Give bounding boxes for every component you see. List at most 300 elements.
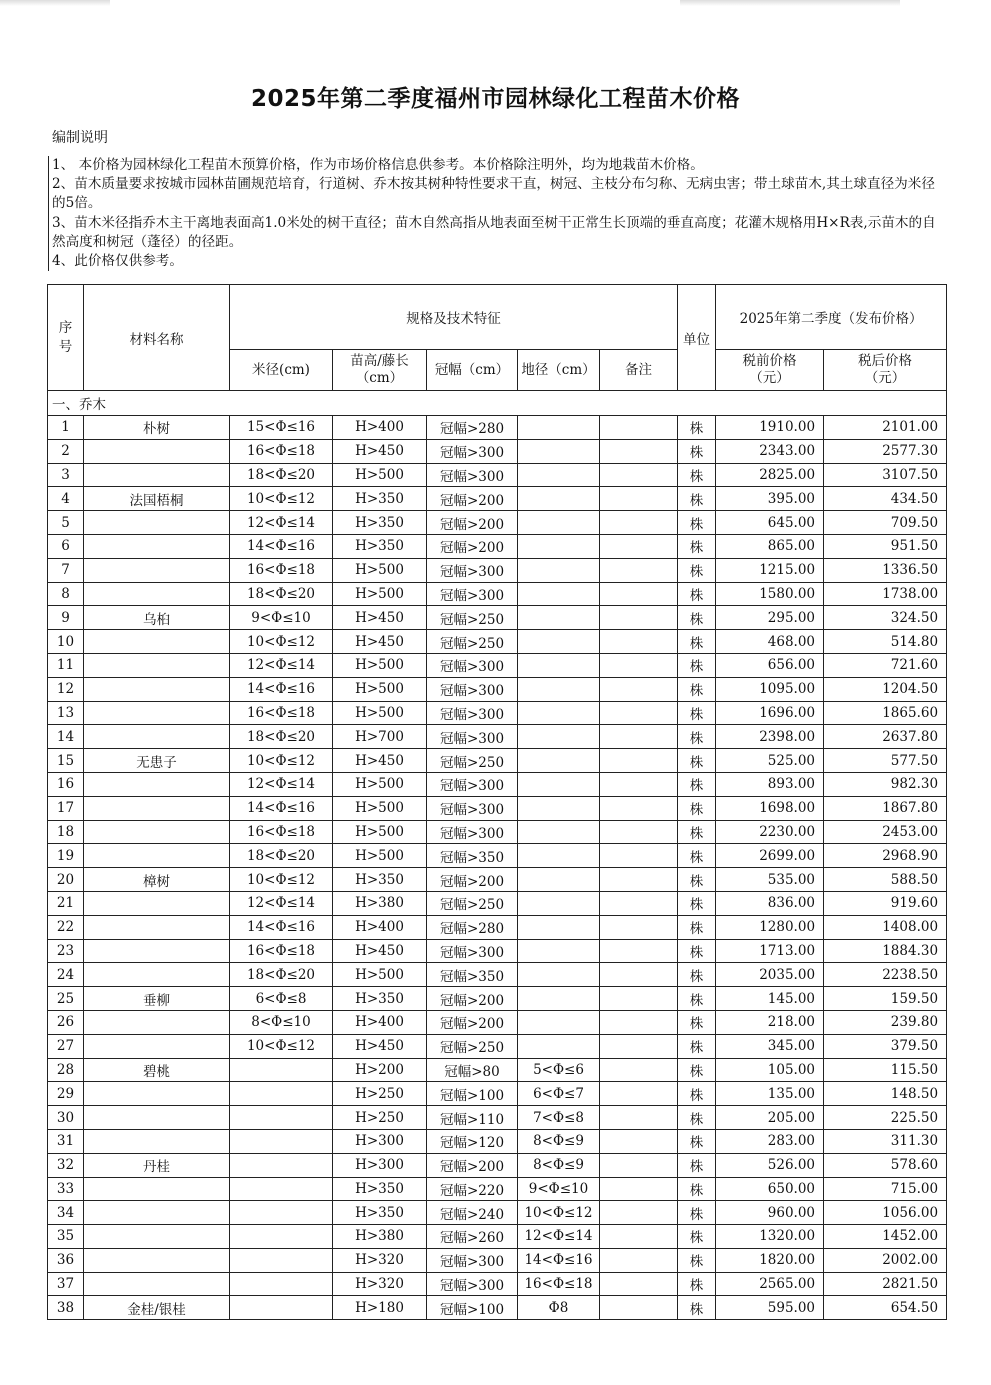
- cell-diameter: 16<Φ≤18: [230, 939, 333, 963]
- cell-ground: 10<Φ≤12: [518, 1201, 600, 1225]
- cell-ground: [518, 487, 600, 511]
- cell-unit: 株: [678, 534, 716, 558]
- cell-name: [84, 677, 230, 701]
- table-row: [48, 1106, 947, 1130]
- cell-pretax: 525.00: [716, 749, 824, 773]
- cell-crown: 冠幅>300: [427, 653, 518, 677]
- cell-height: H>350: [333, 987, 427, 1011]
- cell-posttax: 721.60: [824, 653, 947, 677]
- table-row: [48, 725, 947, 749]
- cell-unit: 株: [678, 511, 716, 535]
- table-row: [48, 1082, 947, 1106]
- cell-unit: 株: [678, 1272, 716, 1296]
- header-ground: 地径（cm）: [518, 350, 600, 391]
- header-name: 材料名称: [84, 285, 230, 391]
- cell-seq: 22: [48, 915, 84, 939]
- table-row: [48, 701, 947, 725]
- cell-height: H>450: [333, 749, 427, 773]
- cell-pretax: 468.00: [716, 630, 824, 654]
- cell-ground: [518, 416, 600, 440]
- cell-ground: 7<Φ≤8: [518, 1106, 600, 1130]
- cell-seq: 38: [48, 1296, 84, 1320]
- cell-unit: 株: [678, 677, 716, 701]
- cell-seq: 6: [48, 534, 84, 558]
- cell-posttax: 982.30: [824, 772, 947, 796]
- cell-name: [84, 439, 230, 463]
- cell-ground: [518, 606, 600, 630]
- cell-seq: 35: [48, 1225, 84, 1249]
- cell-name: 碧桃: [84, 1058, 230, 1082]
- cell-posttax: 311.30: [824, 1129, 947, 1153]
- cell-unit: 株: [678, 1082, 716, 1106]
- cell-crown: 冠幅>300: [427, 1248, 518, 1272]
- cell-posttax: 2002.00: [824, 1248, 947, 1272]
- header-remark: 备注: [600, 350, 678, 391]
- cell-posttax: 2101.00: [824, 416, 947, 440]
- table-row: [48, 844, 947, 868]
- cell-unit: 株: [678, 558, 716, 582]
- cell-crown: 冠幅>280: [427, 915, 518, 939]
- cell-diameter: 6<Φ≤8: [230, 987, 333, 1011]
- cell-remark: [600, 891, 678, 915]
- header-posttax: 税后价格（元）: [824, 350, 947, 391]
- cell-seq: 12: [48, 677, 84, 701]
- cell-height: H>380: [333, 1225, 427, 1249]
- cell-crown: 冠幅>300: [427, 725, 518, 749]
- cell-pretax: 650.00: [716, 1177, 824, 1201]
- cell-crown: 冠幅>260: [427, 1225, 518, 1249]
- cell-posttax: 1884.30: [824, 939, 947, 963]
- cell-diameter: 18<Φ≤20: [230, 463, 333, 487]
- cell-unit: 株: [678, 844, 716, 868]
- cell-name: [84, 820, 230, 844]
- cell-name: 金桂/银桂: [84, 1296, 230, 1320]
- cell-height: H>350: [333, 868, 427, 892]
- cell-diameter: 10<Φ≤12: [230, 868, 333, 892]
- cell-crown: 冠幅>300: [427, 939, 518, 963]
- cell-height: H>200: [333, 1058, 427, 1082]
- cell-crown: 冠幅>220: [427, 1177, 518, 1201]
- cell-seq: 13: [48, 701, 84, 725]
- cell-posttax: 2453.00: [824, 820, 947, 844]
- cell-ground: [518, 677, 600, 701]
- cell-pretax: 1910.00: [716, 416, 824, 440]
- cell-ground: [518, 915, 600, 939]
- cell-remark: [600, 439, 678, 463]
- cell-posttax: 2968.90: [824, 844, 947, 868]
- cell-seq: 25: [48, 987, 84, 1011]
- section-label: 一、乔木: [48, 391, 230, 416]
- cell-name: [84, 1082, 230, 1106]
- cell-crown: 冠幅>200: [427, 511, 518, 535]
- cell-remark: [600, 653, 678, 677]
- cell-ground: 8<Φ≤9: [518, 1129, 600, 1153]
- cell-crown: 冠幅>100: [427, 1296, 518, 1320]
- cell-ground: 9<Φ≤10: [518, 1177, 600, 1201]
- cell-name: [84, 1272, 230, 1296]
- notes-block: [48, 156, 944, 271]
- cell-ground: [518, 939, 600, 963]
- cell-posttax: 239.80: [824, 1010, 947, 1034]
- cell-crown: 冠幅>300: [427, 558, 518, 582]
- cell-name: 法国梧桐: [84, 487, 230, 511]
- cell-diameter: 18<Φ≤20: [230, 725, 333, 749]
- cell-diameter: 18<Φ≤20: [230, 844, 333, 868]
- cell-seq: 11: [48, 653, 84, 677]
- cell-crown: 冠幅>200: [427, 534, 518, 558]
- cell-diameter: 12<Φ≤14: [230, 511, 333, 535]
- cell-diameter: 12<Φ≤14: [230, 891, 333, 915]
- table-row: [48, 772, 947, 796]
- cell-seq: 2: [48, 439, 84, 463]
- cell-remark: [600, 487, 678, 511]
- cell-remark: [600, 1106, 678, 1130]
- cell-pretax: 1320.00: [716, 1225, 824, 1249]
- cell-crown: 冠幅>80: [427, 1058, 518, 1082]
- header-unit: 单位: [678, 285, 716, 391]
- cell-remark: [600, 511, 678, 535]
- cell-diameter: [230, 1129, 333, 1153]
- cell-remark: [600, 1177, 678, 1201]
- cell-pretax: 1215.00: [716, 558, 824, 582]
- cell-unit: 株: [678, 439, 716, 463]
- cell-diameter: [230, 1225, 333, 1249]
- cell-ground: 6<Φ≤7: [518, 1082, 600, 1106]
- cell-ground: [518, 725, 600, 749]
- cell-seq: 17: [48, 796, 84, 820]
- cell-ground: 16<Φ≤18: [518, 1272, 600, 1296]
- cell-ground: [518, 630, 600, 654]
- cell-posttax: 434.50: [824, 487, 947, 511]
- cell-posttax: 324.50: [824, 606, 947, 630]
- header-diameter: 米径(cm): [230, 350, 333, 391]
- scan-shadow: [0, 0, 110, 6]
- cell-height: H>400: [333, 416, 427, 440]
- table-row: [48, 820, 947, 844]
- section-spacer: [230, 391, 947, 416]
- cell-pretax: 865.00: [716, 534, 824, 558]
- cell-diameter: 10<Φ≤12: [230, 1034, 333, 1058]
- cell-pretax: 145.00: [716, 987, 824, 1011]
- table-row: [48, 463, 947, 487]
- cell-height: H>180: [333, 1296, 427, 1320]
- table-row: [48, 749, 947, 773]
- cell-seq: 33: [48, 1177, 84, 1201]
- cell-seq: 8: [48, 582, 84, 606]
- cell-posttax: 588.50: [824, 868, 947, 892]
- cell-seq: 7: [48, 558, 84, 582]
- cell-name: [84, 1010, 230, 1034]
- cell-name: [84, 1034, 230, 1058]
- cell-unit: 株: [678, 653, 716, 677]
- cell-remark: [600, 915, 678, 939]
- cell-posttax: 577.50: [824, 749, 947, 773]
- cell-name: [84, 796, 230, 820]
- cell-name: [84, 725, 230, 749]
- cell-pretax: 2565.00: [716, 1272, 824, 1296]
- cell-unit: 株: [678, 1058, 716, 1082]
- header-height: 苗高/藤长（cm）: [333, 350, 427, 391]
- cell-ground: [518, 558, 600, 582]
- price-table: [47, 284, 947, 1320]
- cell-height: H>500: [333, 558, 427, 582]
- cell-unit: 株: [678, 963, 716, 987]
- cell-posttax: 379.50: [824, 1034, 947, 1058]
- scan-shadow: [680, 0, 900, 6]
- cell-remark: [600, 1034, 678, 1058]
- table-row: [48, 677, 947, 701]
- cell-height: H>350: [333, 534, 427, 558]
- cell-seq: 16: [48, 772, 84, 796]
- table-row: [48, 606, 947, 630]
- cell-unit: 株: [678, 1201, 716, 1225]
- cell-unit: 株: [678, 891, 716, 915]
- cell-ground: 14<Φ≤16: [518, 1248, 600, 1272]
- cell-unit: 株: [678, 1034, 716, 1058]
- cell-height: H>320: [333, 1272, 427, 1296]
- cell-remark: [600, 1225, 678, 1249]
- cell-remark: [600, 416, 678, 440]
- table-row: [48, 939, 947, 963]
- cell-diameter: [230, 1058, 333, 1082]
- cell-name: 无患子: [84, 749, 230, 773]
- cell-ground: [518, 796, 600, 820]
- cell-seq: 5: [48, 511, 84, 535]
- cell-posttax: 1452.00: [824, 1225, 947, 1249]
- cell-seq: 28: [48, 1058, 84, 1082]
- cell-height: H>500: [333, 772, 427, 796]
- cell-diameter: 16<Φ≤18: [230, 558, 333, 582]
- cell-name: 垂柳: [84, 987, 230, 1011]
- cell-pretax: 2825.00: [716, 463, 824, 487]
- cell-height: H>700: [333, 725, 427, 749]
- table-row: [48, 1225, 947, 1249]
- cell-posttax: 514.80: [824, 630, 947, 654]
- header-spec: 规格及技术特征: [230, 285, 678, 350]
- cell-diameter: [230, 1201, 333, 1225]
- cell-height: H>320: [333, 1248, 427, 1272]
- cell-diameter: 14<Φ≤16: [230, 677, 333, 701]
- note-item: 2、苗木质量要求按城市园林苗圃规范培育，行道树、乔木按其树种特性要求干直，树冠、主枝分布匀称、无病虫害；带土球苗木,其土球直径为米径的5倍。: [52, 176, 935, 212]
- cell-unit: 株: [678, 1129, 716, 1153]
- cell-posttax: 2238.50: [824, 963, 947, 987]
- cell-posttax: 1204.50: [824, 677, 947, 701]
- cell-pretax: 135.00: [716, 1082, 824, 1106]
- cell-diameter: [230, 1106, 333, 1130]
- cell-posttax: 1738.00: [824, 582, 947, 606]
- cell-posttax: 1865.60: [824, 701, 947, 725]
- cell-diameter: 15<Φ≤16: [230, 416, 333, 440]
- cell-diameter: 10<Φ≤12: [230, 487, 333, 511]
- cell-crown: 冠幅>300: [427, 463, 518, 487]
- cell-seq: 4: [48, 487, 84, 511]
- cell-pretax: 105.00: [716, 1058, 824, 1082]
- cell-diameter: 8<Φ≤10: [230, 1010, 333, 1034]
- cell-crown: 冠幅>200: [427, 487, 518, 511]
- cell-diameter: 12<Φ≤14: [230, 772, 333, 796]
- cell-height: H>500: [333, 701, 427, 725]
- cell-seq: 36: [48, 1248, 84, 1272]
- cell-diameter: 10<Φ≤12: [230, 630, 333, 654]
- cell-ground: [518, 653, 600, 677]
- cell-seq: 1: [48, 416, 84, 440]
- cell-seq: 37: [48, 1272, 84, 1296]
- cell-seq: 27: [48, 1034, 84, 1058]
- cell-crown: 冠幅>200: [427, 1153, 518, 1177]
- cell-crown: 冠幅>300: [427, 677, 518, 701]
- cell-pretax: 960.00: [716, 1201, 824, 1225]
- cell-name: [84, 1225, 230, 1249]
- cell-height: H>350: [333, 1177, 427, 1201]
- cell-diameter: 18<Φ≤20: [230, 963, 333, 987]
- cell-crown: 冠幅>350: [427, 844, 518, 868]
- cell-posttax: 715.00: [824, 1177, 947, 1201]
- cell-ground: [518, 463, 600, 487]
- cell-unit: 株: [678, 606, 716, 630]
- cell-pretax: 2230.00: [716, 820, 824, 844]
- cell-pretax: 2343.00: [716, 439, 824, 463]
- cell-ground: [518, 439, 600, 463]
- cell-height: H>500: [333, 963, 427, 987]
- cell-crown: 冠幅>300: [427, 772, 518, 796]
- cell-posttax: 1867.80: [824, 796, 947, 820]
- cell-diameter: [230, 1296, 333, 1320]
- cell-diameter: [230, 1082, 333, 1106]
- header-price-group: 2025年第二季度（发布价格）: [716, 285, 947, 350]
- cell-unit: 株: [678, 1296, 716, 1320]
- cell-crown: 冠幅>350: [427, 963, 518, 987]
- cell-unit: 株: [678, 987, 716, 1011]
- cell-name: [84, 582, 230, 606]
- cell-crown: 冠幅>300: [427, 796, 518, 820]
- cell-crown: 冠幅>120: [427, 1129, 518, 1153]
- cell-pretax: 205.00: [716, 1106, 824, 1130]
- table-row: [48, 630, 947, 654]
- cell-name: [84, 558, 230, 582]
- cell-remark: [600, 582, 678, 606]
- cell-height: H>500: [333, 677, 427, 701]
- cell-unit: 株: [678, 1248, 716, 1272]
- table-row: [48, 1177, 947, 1201]
- cell-remark: [600, 701, 678, 725]
- cell-unit: 株: [678, 1225, 716, 1249]
- table-row: [48, 1010, 947, 1034]
- cell-posttax: 2577.30: [824, 439, 947, 463]
- table-row: [48, 796, 947, 820]
- cell-remark: [600, 1058, 678, 1082]
- cell-remark: [600, 939, 678, 963]
- cell-unit: 株: [678, 915, 716, 939]
- cell-pretax: 1280.00: [716, 915, 824, 939]
- cell-ground: [518, 963, 600, 987]
- cell-diameter: [230, 1153, 333, 1177]
- cell-unit: 株: [678, 1177, 716, 1201]
- cell-ground: [518, 582, 600, 606]
- cell-ground: 8<Φ≤9: [518, 1153, 600, 1177]
- cell-height: H>450: [333, 606, 427, 630]
- table-row: [48, 915, 947, 939]
- cell-crown: 冠幅>250: [427, 749, 518, 773]
- cell-unit: 株: [678, 416, 716, 440]
- cell-unit: 株: [678, 868, 716, 892]
- table-row: [48, 1272, 947, 1296]
- cell-remark: [600, 772, 678, 796]
- cell-remark: [600, 1201, 678, 1225]
- cell-posttax: 709.50: [824, 511, 947, 535]
- cell-height: H>500: [333, 463, 427, 487]
- cell-name: [84, 1201, 230, 1225]
- cell-pretax: 1698.00: [716, 796, 824, 820]
- cell-ground: [518, 701, 600, 725]
- cell-remark: [600, 749, 678, 773]
- cell-pretax: 218.00: [716, 1010, 824, 1034]
- cell-seq: 23: [48, 939, 84, 963]
- note-item: 4、此价格仅供参考。: [52, 253, 183, 270]
- cell-remark: [600, 677, 678, 701]
- cell-posttax: 115.50: [824, 1058, 947, 1082]
- cell-height: H>500: [333, 820, 427, 844]
- cell-unit: 株: [678, 796, 716, 820]
- cell-posttax: 578.60: [824, 1153, 947, 1177]
- cell-ground: [518, 1034, 600, 1058]
- cell-diameter: [230, 1248, 333, 1272]
- cell-name: 朴树: [84, 416, 230, 440]
- cell-pretax: 395.00: [716, 487, 824, 511]
- table-row: [48, 439, 947, 463]
- cell-seq: 3: [48, 463, 84, 487]
- cell-name: 乌桕: [84, 606, 230, 630]
- cell-height: H>500: [333, 844, 427, 868]
- cell-name: [84, 630, 230, 654]
- cell-seq: 26: [48, 1010, 84, 1034]
- cell-remark: [600, 1272, 678, 1296]
- cell-seq: 15: [48, 749, 84, 773]
- cell-diameter: 14<Φ≤16: [230, 796, 333, 820]
- cell-unit: 株: [678, 463, 716, 487]
- cell-posttax: 225.50: [824, 1106, 947, 1130]
- cell-name: [84, 511, 230, 535]
- cell-posttax: 2637.80: [824, 725, 947, 749]
- cell-name: [84, 1248, 230, 1272]
- section-heading: 编制说明: [52, 130, 108, 146]
- cell-seq: 30: [48, 1106, 84, 1130]
- cell-name: [84, 1129, 230, 1153]
- cell-pretax: 283.00: [716, 1129, 824, 1153]
- table-row: [48, 534, 947, 558]
- table-row: [48, 558, 947, 582]
- cell-remark: [600, 1153, 678, 1177]
- note-item: 1、 本价格为园林绿化工程苗木预算价格，作为市场价格信息供参考。本价格除注明外，均为地栽苗木价格。: [52, 157, 704, 173]
- cell-seq: 21: [48, 891, 84, 915]
- cell-name: [84, 701, 230, 725]
- note-item: 3、苗木米径指乔木主干离地表面高1.0米处的树干直径；苗木自然高指从地表面至树干正常生长顶端的垂直高度；花灌木规格用H×R表,示苗木的自然高度和树冠（蓬径）的径距。: [52, 214, 936, 250]
- cell-posttax: 3107.50: [824, 463, 947, 487]
- cell-height: H>450: [333, 439, 427, 463]
- cell-height: H>500: [333, 582, 427, 606]
- cell-ground: [518, 868, 600, 892]
- cell-remark: [600, 963, 678, 987]
- cell-ground: [518, 891, 600, 915]
- cell-diameter: 16<Φ≤18: [230, 701, 333, 725]
- cell-crown: 冠幅>300: [427, 701, 518, 725]
- cell-ground: Φ8: [518, 1296, 600, 1320]
- cell-height: H>300: [333, 1153, 427, 1177]
- cell-crown: 冠幅>300: [427, 582, 518, 606]
- cell-seq: 32: [48, 1153, 84, 1177]
- cell-unit: 株: [678, 701, 716, 725]
- table-row: [48, 868, 947, 892]
- cell-remark: [600, 534, 678, 558]
